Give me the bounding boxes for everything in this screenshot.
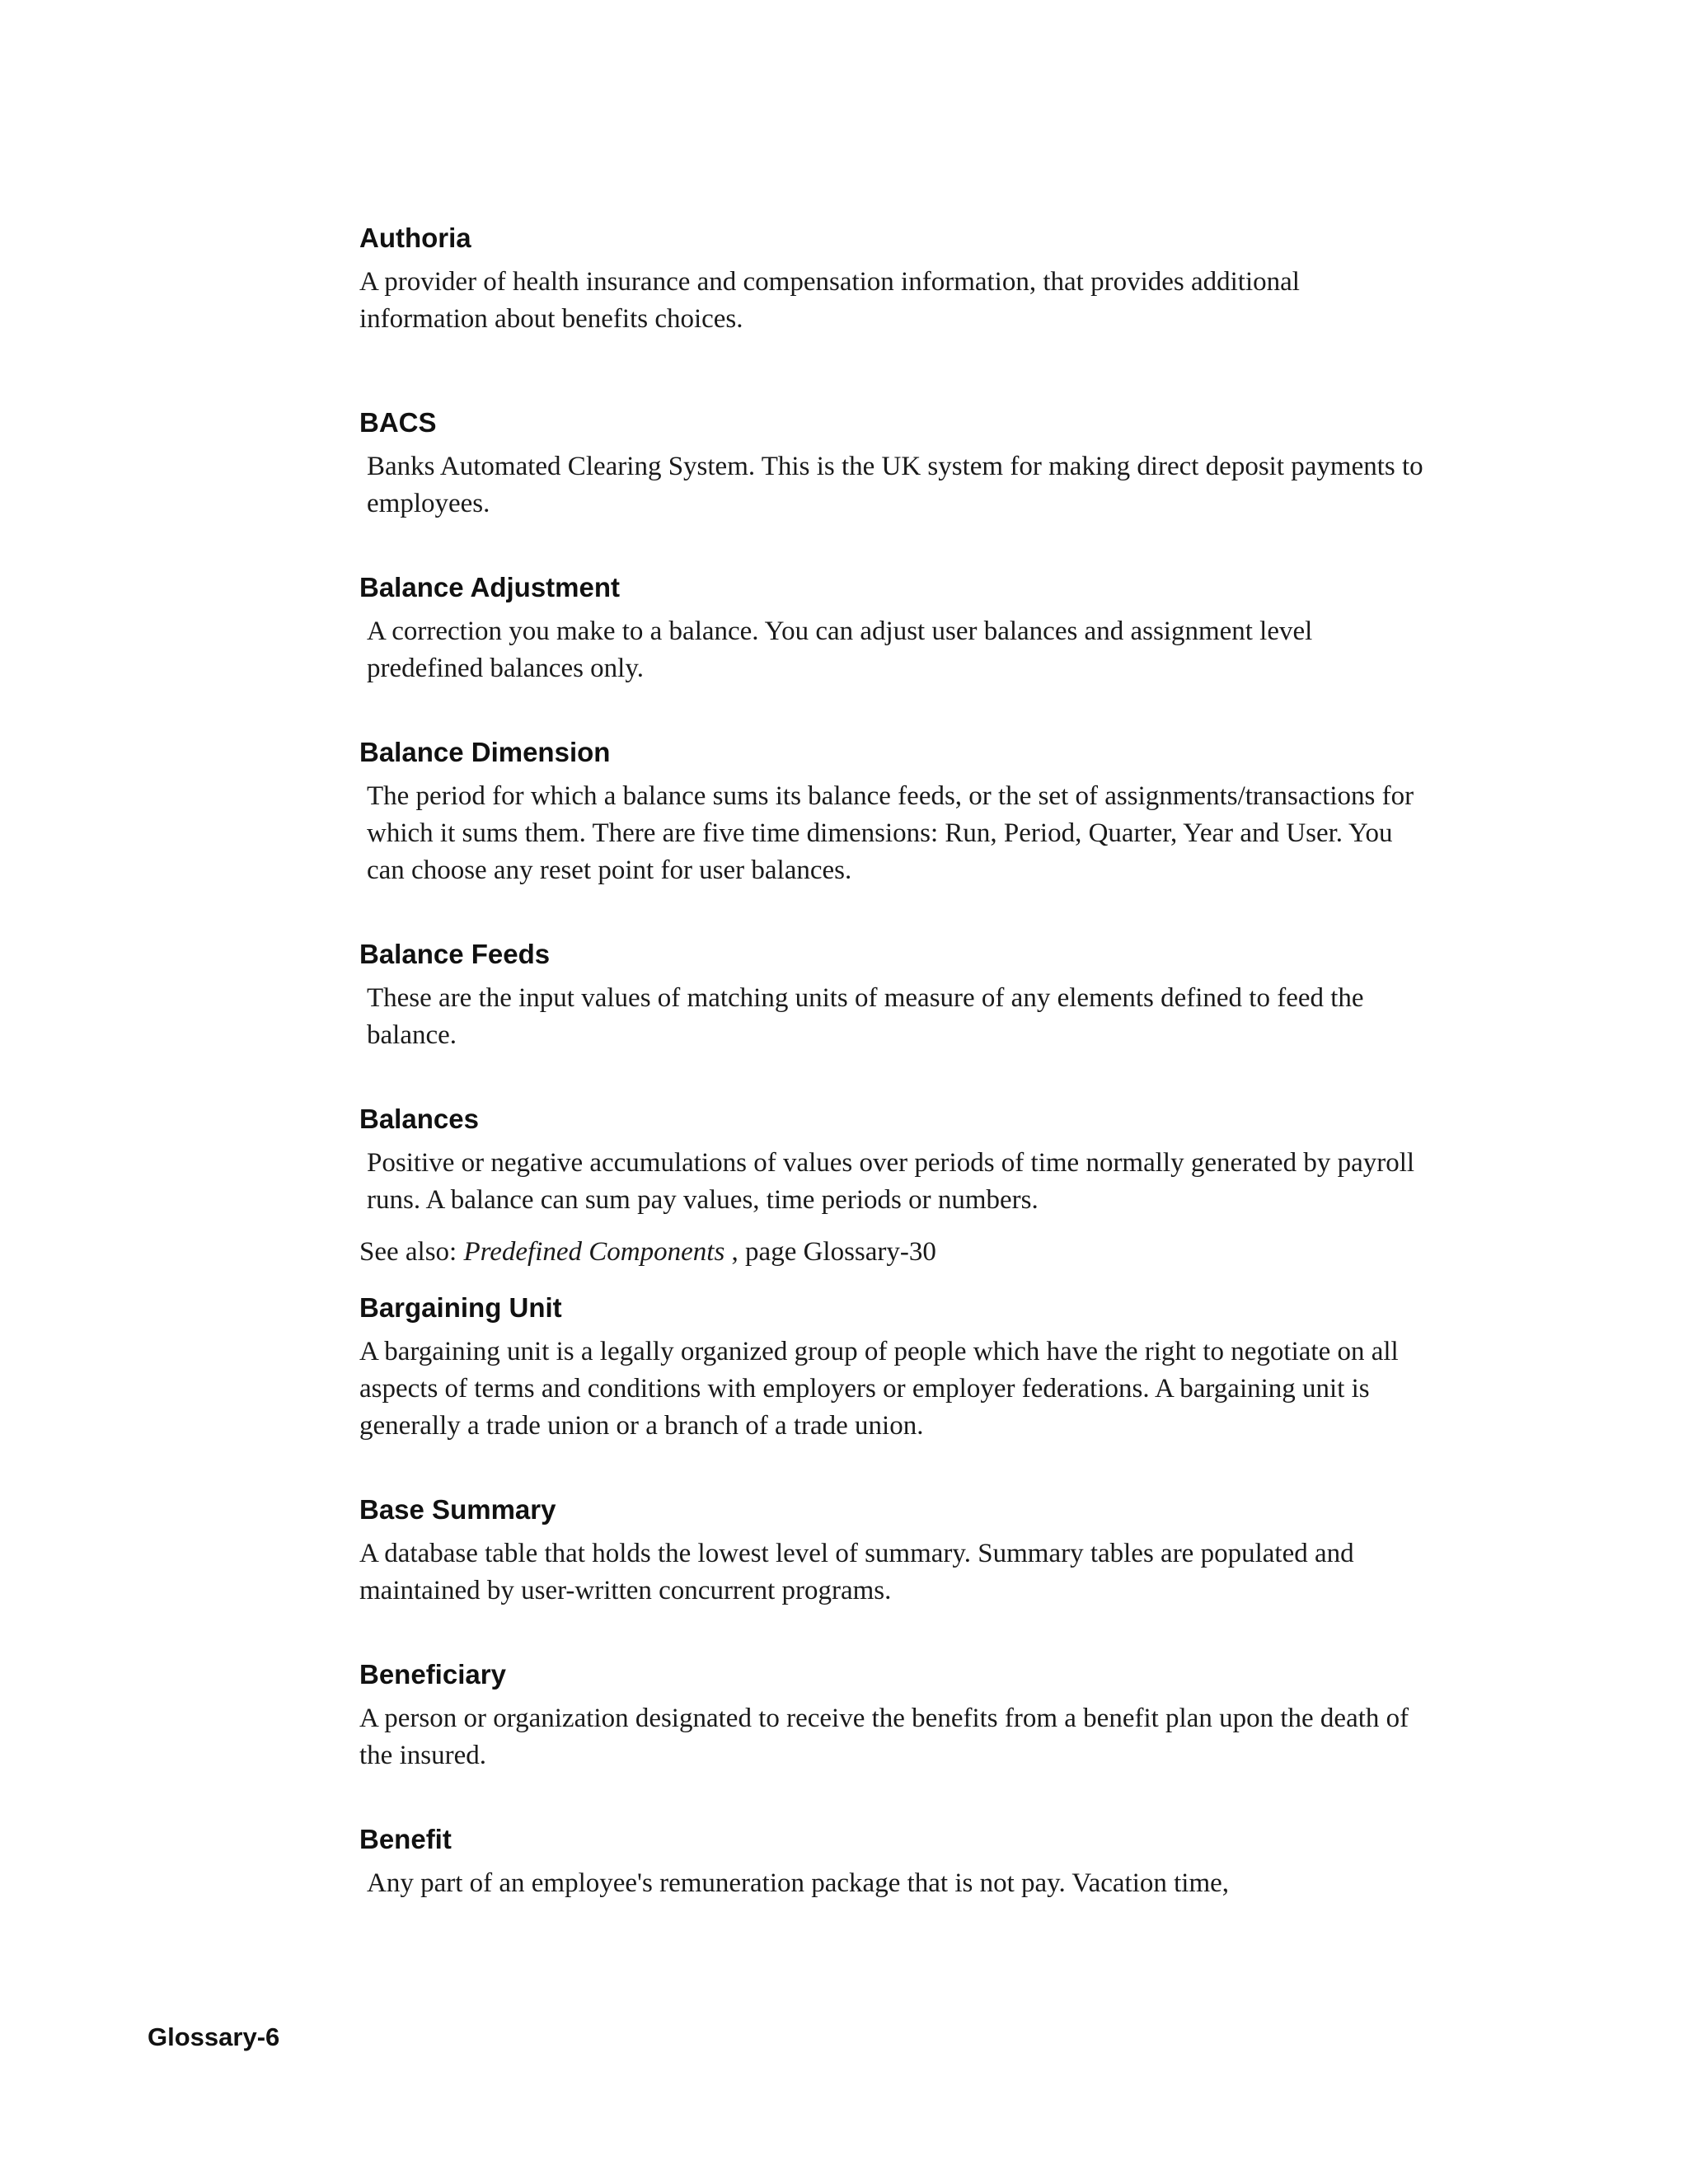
glossary-definition: Banks Automated Clearing System. This is the UK system for making direct deposit payments to employees. xyxy=(367,452,1423,518)
glossary-term: Bargaining Unit xyxy=(359,1292,562,1323)
glossary-term: Balance Dimension xyxy=(359,737,611,767)
glossary-term: Balance Adjustment xyxy=(359,572,621,602)
glossary-definition: A database table that holds the lowest level of summary. Summary tables are populated and maintained by user-written concurrent programs. xyxy=(359,1539,1354,1605)
glossary-entry-bacs xyxy=(359,404,1431,523)
glossary-term: Authoria xyxy=(359,223,471,253)
glossary-page-body xyxy=(359,219,1431,1902)
glossary-term: BACS xyxy=(359,407,437,438)
glossary-entry-balance-adjustment xyxy=(359,569,1431,687)
glossary-term: Balances xyxy=(359,1104,479,1134)
see-also-link[interactable]: Predefined Components xyxy=(463,1237,725,1267)
glossary-definition: Any part of an employee's remuneration package that is not pay. Vacation time, xyxy=(367,1868,1230,1898)
glossary-entry-beneficiary xyxy=(359,1656,1431,1774)
glossary-definition: A provider of health insurance and compensation information, that provides additional information about benefits choices. xyxy=(359,267,1300,334)
glossary-definition: Positive or negative accumulations of values over periods of time normally generated by payroll runs. A balance can sum pay values, time periods or numbers. xyxy=(367,1148,1415,1215)
page-number-footer: Glossary-6 xyxy=(148,2022,280,2051)
glossary-entry-balances xyxy=(359,1100,1431,1271)
glossary-entry-base-summary xyxy=(359,1491,1431,1610)
see-also-reference xyxy=(359,1234,1431,1271)
glossary-definition: The period for which a balance sums its balance feeds, or the set of assignments/transactions for which it sums them. There are five time dimensions: Run, Period, Quarter, Year and User. You can choose any reset point for user balances. xyxy=(367,781,1414,885)
glossary-term: Beneficiary xyxy=(359,1659,506,1690)
glossary-entry-bargaining-unit xyxy=(359,1289,1431,1445)
see-also-page: , page Glossary-30 xyxy=(731,1237,936,1267)
glossary-definition: A correction you make to a balance. You can adjust user balances and assignment level predefined balances only. xyxy=(367,616,1313,683)
glossary-term: Base Summary xyxy=(359,1494,556,1525)
glossary-entry-balance-feeds xyxy=(359,935,1431,1054)
glossary-term: Balance Feeds xyxy=(359,939,551,969)
glossary-entry-benefit xyxy=(359,1821,1431,1902)
glossary-entry-balance-dimension xyxy=(359,733,1431,889)
glossary-definition: A bargaining unit is a legally organized group of people which have the right to negotiate on all aspects of terms and conditions with employers or employer federations. A bargaining unit is generally a trade union or a branch of a trade union. xyxy=(359,1337,1399,1441)
see-also-prefix: See also: xyxy=(359,1237,457,1267)
glossary-definition: These are the input values of matching units of measure of any elements defined to feed the balance. xyxy=(367,983,1364,1050)
glossary-entry-authoria xyxy=(359,219,1431,338)
glossary-definition: A person or organization designated to receive the benefits from a benefit plan upon the death of the insured. xyxy=(359,1704,1409,1770)
glossary-term: Benefit xyxy=(359,1824,452,1854)
